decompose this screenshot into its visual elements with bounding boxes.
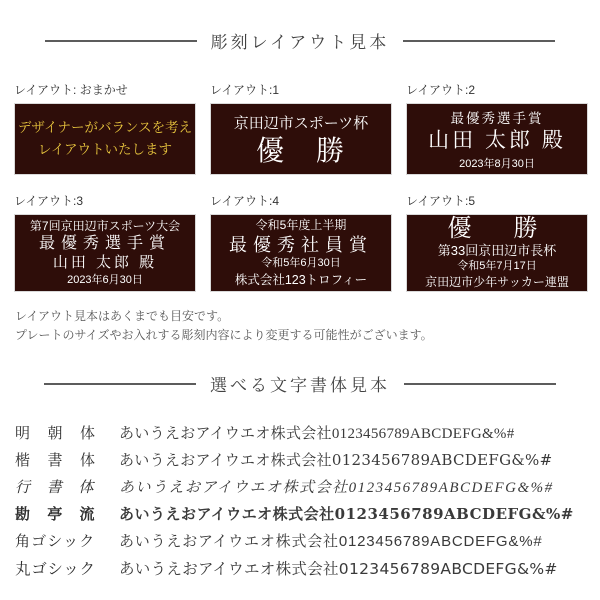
engraved-plate xyxy=(406,214,588,292)
engraved-plate xyxy=(14,103,196,175)
divider-line xyxy=(403,40,555,42)
font-name-label: 角ゴシック xyxy=(15,533,95,551)
layout-note xyxy=(15,307,600,345)
plate-line: 令和5年6月30日 xyxy=(261,257,341,270)
layout-panel-3 xyxy=(14,192,198,292)
plate-line: 優 勝 xyxy=(255,135,346,167)
layout-section-title: 彫刻レイアウト見本 xyxy=(210,33,390,52)
plate-line: レイアウトいたします xyxy=(38,142,172,157)
plate-line: 2023年6月30日 xyxy=(67,274,143,287)
plate-line: 第33回京田辺市長杯 xyxy=(437,242,557,258)
plate-line: 最優秀社員賞 xyxy=(229,234,373,255)
layout-section-header xyxy=(0,0,600,53)
panel-label: レイアウト:4 xyxy=(210,194,280,208)
panel-label: レイアウト:1 xyxy=(210,83,280,97)
font-name-label: 勘亭流 xyxy=(15,505,95,524)
plate-line: 第7回京田辺市スポーツ大会 xyxy=(29,218,181,233)
note-line: プレートのサイズやお入れする彫刻内容により変更する可能性がございます。 xyxy=(15,328,433,343)
divider-line xyxy=(44,383,196,385)
font-sample-table xyxy=(15,422,600,584)
plate-line: 株式会社123トロフィー xyxy=(234,272,368,287)
font-row-gyosho xyxy=(15,476,600,503)
plate-line: 優 勝 xyxy=(447,214,547,242)
divider-line xyxy=(404,383,556,385)
layout-panel-2 xyxy=(406,81,590,175)
font-name-label: 丸ゴシック xyxy=(15,560,95,579)
font-row-maru-gothic xyxy=(15,557,600,584)
font-row-kaisho xyxy=(15,449,600,476)
plate-line: 山田 太郎 殿 xyxy=(52,254,158,272)
font-name-label: 明朝体 xyxy=(15,426,95,443)
engraved-plate xyxy=(210,103,392,175)
font-row-kanteiryu xyxy=(15,503,600,530)
font-row-mincho xyxy=(15,422,600,449)
font-name-label: 楷書体 xyxy=(15,451,95,470)
layout-sample-grid xyxy=(14,81,600,292)
plate-line: 最優秀選手賞 xyxy=(450,111,544,127)
font-sample-text: あいうえおアイウエオ株式会社0123456789ABCDEFG&%# xyxy=(119,480,554,497)
font-row-kaku-gothic xyxy=(15,530,600,557)
plate-line: デザイナーがバランスを考え xyxy=(17,120,193,136)
plate-line: 京田辺市少年サッカー連盟 xyxy=(425,275,569,290)
panel-label: レイアウト:5 xyxy=(406,194,476,208)
font-sample-text: あいうえおアイウエオ株式会社0123456789ABCDEFG&%# xyxy=(119,533,543,551)
plate-line: 令和5年7月17日 xyxy=(457,260,537,273)
layout-panel-1 xyxy=(210,81,394,175)
panel-label: レイアウト:3 xyxy=(14,194,84,208)
font-section-header xyxy=(0,371,600,396)
layout-panel-5 xyxy=(406,192,590,292)
note-line: レイアウト見本はあくまでも目安です。 xyxy=(15,309,230,323)
plate-line: 令和5年度上半期 xyxy=(255,217,347,232)
font-section-title: 選べる文字書体見本 xyxy=(210,376,390,396)
panel-label: レイアウト:2 xyxy=(406,83,476,97)
plate-line: 京田辺市スポーツ杯 xyxy=(233,115,369,133)
font-sample-text: あいうえおアイウエオ株式会社0123456789ABCDEFG&%# xyxy=(119,560,558,579)
font-sample-text: あいうえおアイウエオ株式会社0123456789ABCDEFG&%# xyxy=(119,426,515,443)
engraved-plate xyxy=(210,214,392,292)
engraved-plate xyxy=(406,103,588,175)
layout-panel-4 xyxy=(210,192,394,292)
plate-line: 2023年8月30日 xyxy=(459,157,535,170)
panel-label: レイアウト: おまかせ xyxy=(14,83,128,97)
divider-line xyxy=(45,40,197,42)
plate-line: 最優秀選手賞 xyxy=(38,235,171,253)
font-sample-text: あいうえおアイウエオ株式会社0123456789ABCDEFG&%# xyxy=(119,451,553,470)
font-name-label: 行書体 xyxy=(15,480,95,497)
engraved-plate xyxy=(14,214,196,292)
plate-line: 山田 太郎 殿 xyxy=(428,129,566,153)
font-sample-text: あいうえおアイウエオ株式会社0123456789ABCDEFG&%# xyxy=(119,505,574,524)
layout-panel-omakase xyxy=(14,81,198,175)
